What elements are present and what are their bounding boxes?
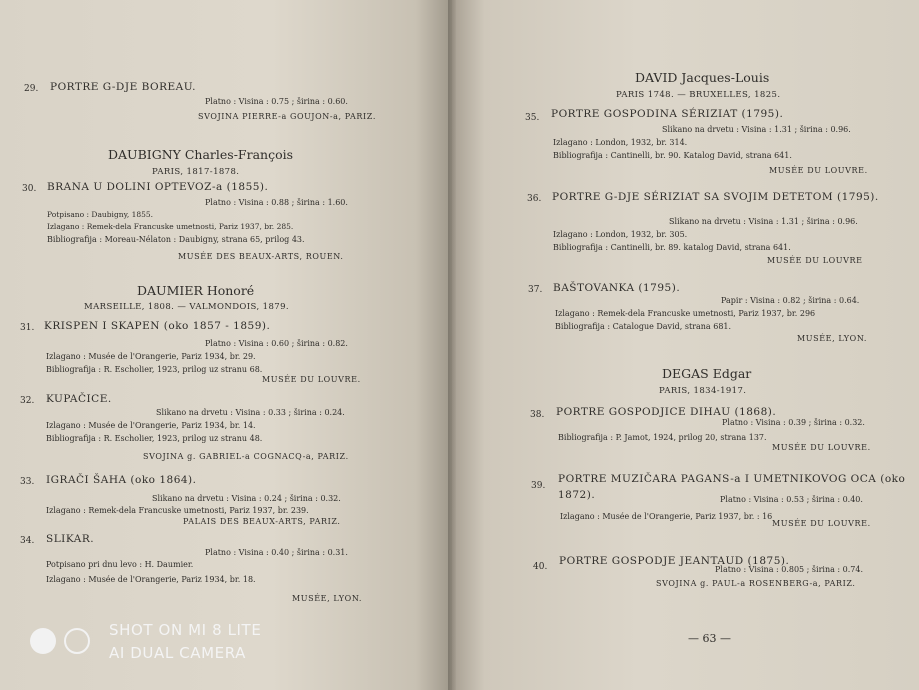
entry-35-owner: MUSÉE DU LOUVRE. <box>769 166 868 175</box>
entry-30-owner: MUSÉE DES BEAUX-ARTS, ROUEN. <box>178 252 344 261</box>
entry-36-number: 36. <box>527 194 542 204</box>
entry-30-title: BRANA U DOLINI OPTEVOZ-a (1855). <box>47 181 269 193</box>
page-number: — 63 — <box>688 632 731 645</box>
entry-32-exhibited: Izlagano : Musée de l'Orangerie, Pariz 1934, br. 14. <box>46 421 256 430</box>
entry-39-number: 39. <box>531 481 546 491</box>
entry-33-title: IGRAČI ŠAHA (oko 1864). <box>46 474 197 486</box>
entry-29-title: PORTRE G-DJE BOREAU. <box>50 81 196 93</box>
entry-33-number: 33. <box>20 477 35 487</box>
entry-40-medium: Platno : Visina : 0.805 ; širina : 0.74. <box>715 565 864 574</box>
entry-34-medium: Platno : Visina : 0.40 ; širina : 0.31. <box>205 548 348 557</box>
entry-29-medium: Platno : Visina : 0.75 ; širina : 0.60. <box>205 97 348 106</box>
entry-34-signed: Potpisano pri dnu levo : H. Daumier. <box>46 560 194 569</box>
entry-35-exhibited: Izlagano : London, 1932, br. 314. <box>553 138 688 147</box>
entry-31-title: KRISPEN I SKAPEN (oko 1857 - 1859). <box>44 320 271 332</box>
watermark-dot-ring-icon <box>64 628 90 654</box>
entry-37-bibliography: Bibliografija : Catalogue David, strana 681. <box>555 322 732 331</box>
artist-daubigny-life: PARIS, 1817-1878. <box>152 167 240 177</box>
entry-35-medium: Slikano na drvetu : Visina : 1.31 ; širina : 0.96. <box>662 125 851 134</box>
watermark-line2: AI DUAL CAMERA <box>109 644 246 662</box>
entry-39-title-line1: PORTRE MUZIČARA PAGANS-a I UMETNIKOVOG OCA (oko <box>558 473 906 485</box>
entry-37-medium: Papir : Visina : 0.82 ; širina : 0.64. <box>721 296 860 305</box>
watermark-line1: SHOT ON MI 8 LITE <box>109 621 262 639</box>
entry-35-bibliography: Bibliografija : Cantinelli, br. 90. Katalog David, strana 641. <box>553 151 792 160</box>
entry-37-title: BAŠTOVANKA (1795). <box>553 282 681 294</box>
entry-30-medium: Platno : Visina : 0.88 ; širina : 1.60. <box>205 198 348 207</box>
entry-31-exhibited: Izlagano : Musée de l'Orangerie, Pariz 1934, br. 29. <box>46 352 256 361</box>
artist-degas-name: DEGAS Edgar <box>662 366 752 381</box>
entry-36-medium: Slikano na drvetu : Visina : 1.31 ; širina : 0.96. <box>669 217 858 226</box>
entry-29-number: 29. <box>24 84 39 94</box>
entry-37-number: 37. <box>528 285 543 295</box>
entry-32-medium: Slikano na drvetu : Visina : 0.33 ; širina : 0.24. <box>156 408 345 417</box>
entry-31-number: 31. <box>20 323 35 333</box>
entry-40-title: PORTRE GOSPODJE JEANTAUD (1875). <box>559 555 790 567</box>
artist-daubigny-name: DAUBIGNY Charles-François <box>108 147 294 162</box>
entry-36-bibliography: Bibliografija : Cantinelli, br. 89. katalog David, strana 641. <box>553 243 791 252</box>
entry-32-title: KUPAČICE. <box>46 393 112 405</box>
entry-32-bibliography: Bibliografija : R. Escholier, 1923, prilog uz stranu 48. <box>46 434 263 443</box>
entry-34-number: 34. <box>20 536 35 546</box>
entry-31-bibliography: Bibliografija : R. Escholier, 1923, prilog uz stranu 68. <box>46 365 263 374</box>
entry-37-owner: MUSÉE, LYON. <box>797 334 868 343</box>
entry-38-title: PORTRE GOSPODJICE DIHAU (1868). <box>556 406 777 418</box>
entry-34-owner: MUSÉE, LYON. <box>292 594 363 603</box>
entry-38-number: 38. <box>530 410 545 420</box>
entry-30-number: 30. <box>22 184 37 194</box>
entry-35-title: PORTRE GOSPODINA SÉRIZIAT (1795). <box>551 108 784 120</box>
entry-39-owner: MUSÉE DU LOUVRE. <box>772 519 871 528</box>
artist-daumier-name: DAUMIER Honoré <box>137 283 255 298</box>
entry-35-number: 35. <box>525 113 540 123</box>
entry-36-title: PORTRE G-DJE SÉRIZIAT SA SVOJIM DETETOM (1795). <box>552 191 879 203</box>
entry-38-bibliography: Bibliografija : P. Jamot, 1924, prilog 20, strana 137. <box>558 433 767 442</box>
entry-33-medium: Slikano na drvetu : Visina : 0.24 ; širina : 0.32. <box>152 494 341 503</box>
entry-29-owner: SVOJINA PIERRE-a GOUJON-a, PARIZ. <box>198 112 376 121</box>
entry-34-exhibited: Izlagano : Musée de l'Orangerie, Pariz 1934, br. 18. <box>46 575 256 584</box>
right-page <box>452 0 919 690</box>
entry-30-signed: Potpisano : Daubigny, 1855. <box>47 210 154 219</box>
entry-33-owner: PALAIS DES BEAUX-ARTS, PARIZ. <box>183 517 341 526</box>
entry-33-exhibited: Izlagano : Remek-dela Francuske umetnosti, Pariz 1937, br. 239. <box>46 506 309 515</box>
entry-34-title: SLIKAR. <box>46 533 95 545</box>
entry-40-owner: SVOJINA g. PAUL-a ROSENBERG-a, PARIZ. <box>656 579 856 588</box>
artist-david-life: PARIS 1748. — BRUXELLES, 1825. <box>616 90 781 100</box>
watermark-dot-filled-icon <box>30 628 56 654</box>
entry-32-number: 32. <box>20 396 35 406</box>
entry-31-owner: MUSÉE DU LOUVRE. <box>262 375 361 384</box>
book-gutter-shadow <box>448 0 456 690</box>
entry-37-exhibited: Izlagano : Remek-dela Francuske umetnosti, Pariz 1937, br. 296 <box>555 309 816 318</box>
entry-38-owner: MUSÉE DU LOUVRE. <box>772 443 871 452</box>
entry-31-medium: Platno : Visina : 0.60 ; širina : 0.82. <box>205 339 348 348</box>
artist-daumier-life: MARSEILLE, 1808. — VALMONDOIS, 1879. <box>84 302 290 312</box>
artist-degas-life: PARIS, 1834-1917. <box>659 386 747 396</box>
entry-40-number: 40. <box>533 562 548 572</box>
entry-30-exhibited: Izlagano : Remek-dela Francuske umetnosti, Pariz 1937, br. 285. <box>47 222 294 231</box>
left-page <box>0 0 452 690</box>
artist-david-name: DAVID Jacques-Louis <box>635 70 770 85</box>
entry-39-title-line2: 1872). <box>558 489 596 501</box>
entry-39-medium: Platno : Visina : 0.53 ; širina : 0.40. <box>720 495 863 504</box>
entry-36-owner: MUSÉE DU LOUVRE <box>767 256 863 265</box>
entry-39-exhibited: Izlagano : Musée de l'Orangerie, Pariz 1937, br. : 16 <box>560 512 773 521</box>
entry-38-medium: Platno : Visina : 0.39 ; širina : 0.32. <box>722 418 865 427</box>
entry-32-owner: SVOJINA g. GABRIEL-a COGNACQ-a, PARIZ. <box>143 452 349 461</box>
entry-30-bibliography: Bibliografija : Moreau-Nélaton : Daubigny, strana 65, prilog 43. <box>47 235 305 244</box>
entry-36-exhibited: Izlagano : London, 1932, br. 305. <box>553 230 688 239</box>
